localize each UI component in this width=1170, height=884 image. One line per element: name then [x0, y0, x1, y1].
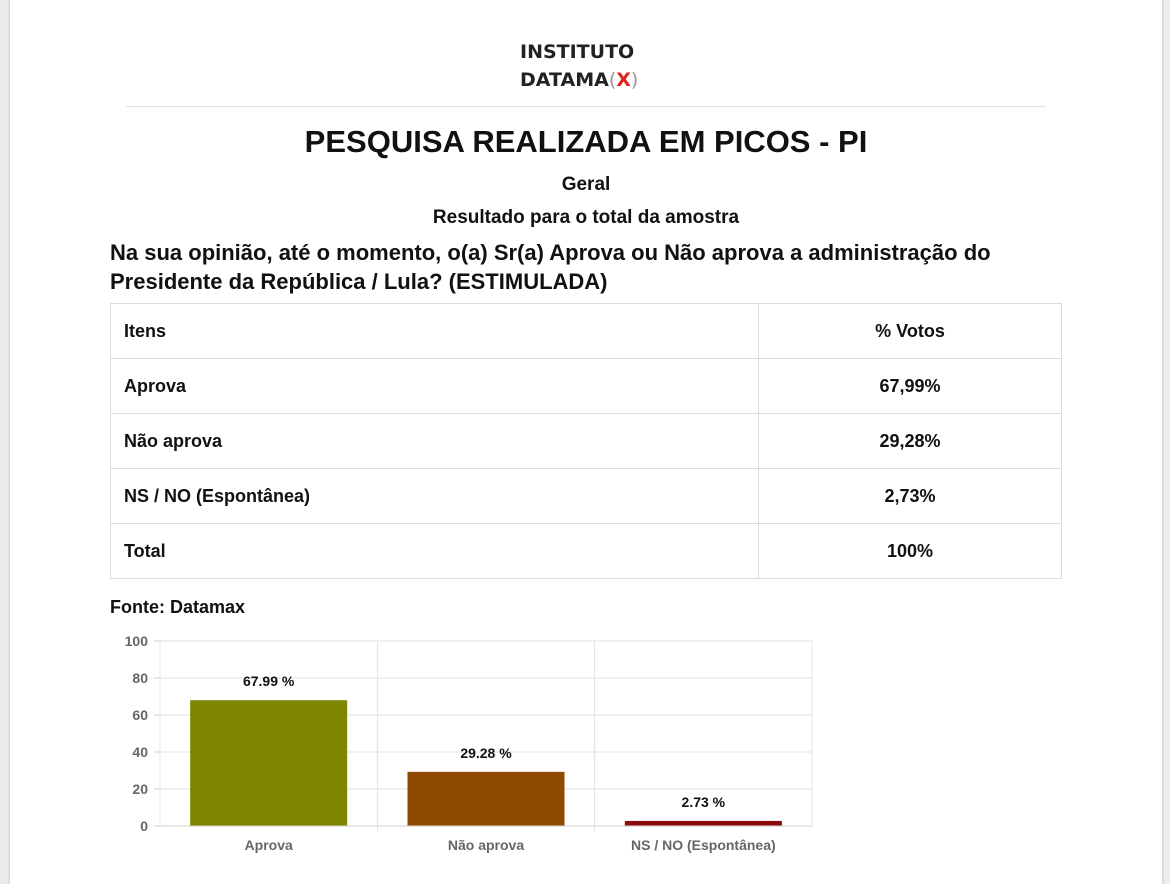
row-item: Não aprova [111, 414, 759, 469]
row-pct: 2,73% [759, 469, 1062, 524]
row-pct: 67,99% [759, 359, 1062, 414]
institute-logo [520, 38, 700, 94]
bar-data-label: 29.28 % [460, 744, 512, 761]
header-divider [126, 106, 1046, 107]
logo-text: DATAMA [520, 69, 609, 91]
bar-data-label: 2.73 % [681, 793, 726, 810]
y-tick-label: 20 [132, 781, 148, 797]
x-category-label: Aprova [244, 837, 293, 853]
bar-data-label: 67.99 % [242, 673, 295, 690]
table-row-total [111, 524, 1062, 579]
source-note: Fonte: Datamax [110, 597, 246, 617]
y-tick-label: 60 [132, 707, 148, 723]
bar-2 [625, 821, 782, 826]
x-category-label: NS / NO (Espontânea) [630, 837, 776, 853]
survey-question: Na sua opinião, até o momento, o(a) Sr(a) Aprova ou Não aprova a administração do Presidente da República / Lula? (ESTIMULADA) [110, 240, 991, 294]
x-category-label: Não aprova [447, 837, 525, 853]
table-row [111, 414, 1062, 469]
row-pct: 29,28% [759, 414, 1062, 469]
subtitle-sample: Resultado para o total da amostra [432, 207, 740, 228]
document-page [10, 0, 1162, 884]
results-table [110, 303, 1062, 579]
page-title: PESQUISA REALIZADA EM PICOS - PI [304, 124, 868, 159]
bar-0 [190, 700, 347, 826]
y-tick-label: 0 [140, 818, 148, 834]
row-pct: 100% [759, 524, 1062, 579]
column-header-items: Itens [111, 304, 759, 359]
row-item: Total [111, 524, 759, 579]
logo-paren-close: ) [630, 69, 639, 91]
table-header-row [111, 304, 1062, 359]
logo-paren-open: ( [608, 69, 617, 91]
row-item: NS / NO (Espontânea) [111, 469, 759, 524]
column-header-votes: % Votos [759, 304, 1062, 359]
y-tick-label: 40 [132, 744, 148, 760]
row-item: Aprova [111, 359, 759, 414]
table-row [111, 469, 1062, 524]
y-tick-label: 100 [124, 633, 148, 649]
logo-x: X [616, 69, 631, 91]
y-tick-label: 80 [132, 670, 148, 686]
table-row [111, 359, 1062, 414]
subtitle: Geral [561, 174, 611, 195]
logo-line2 [520, 66, 700, 94]
bar-1 [408, 772, 565, 826]
bar-chart [110, 628, 830, 868]
logo-line1: INSTITUTO [520, 41, 635, 63]
